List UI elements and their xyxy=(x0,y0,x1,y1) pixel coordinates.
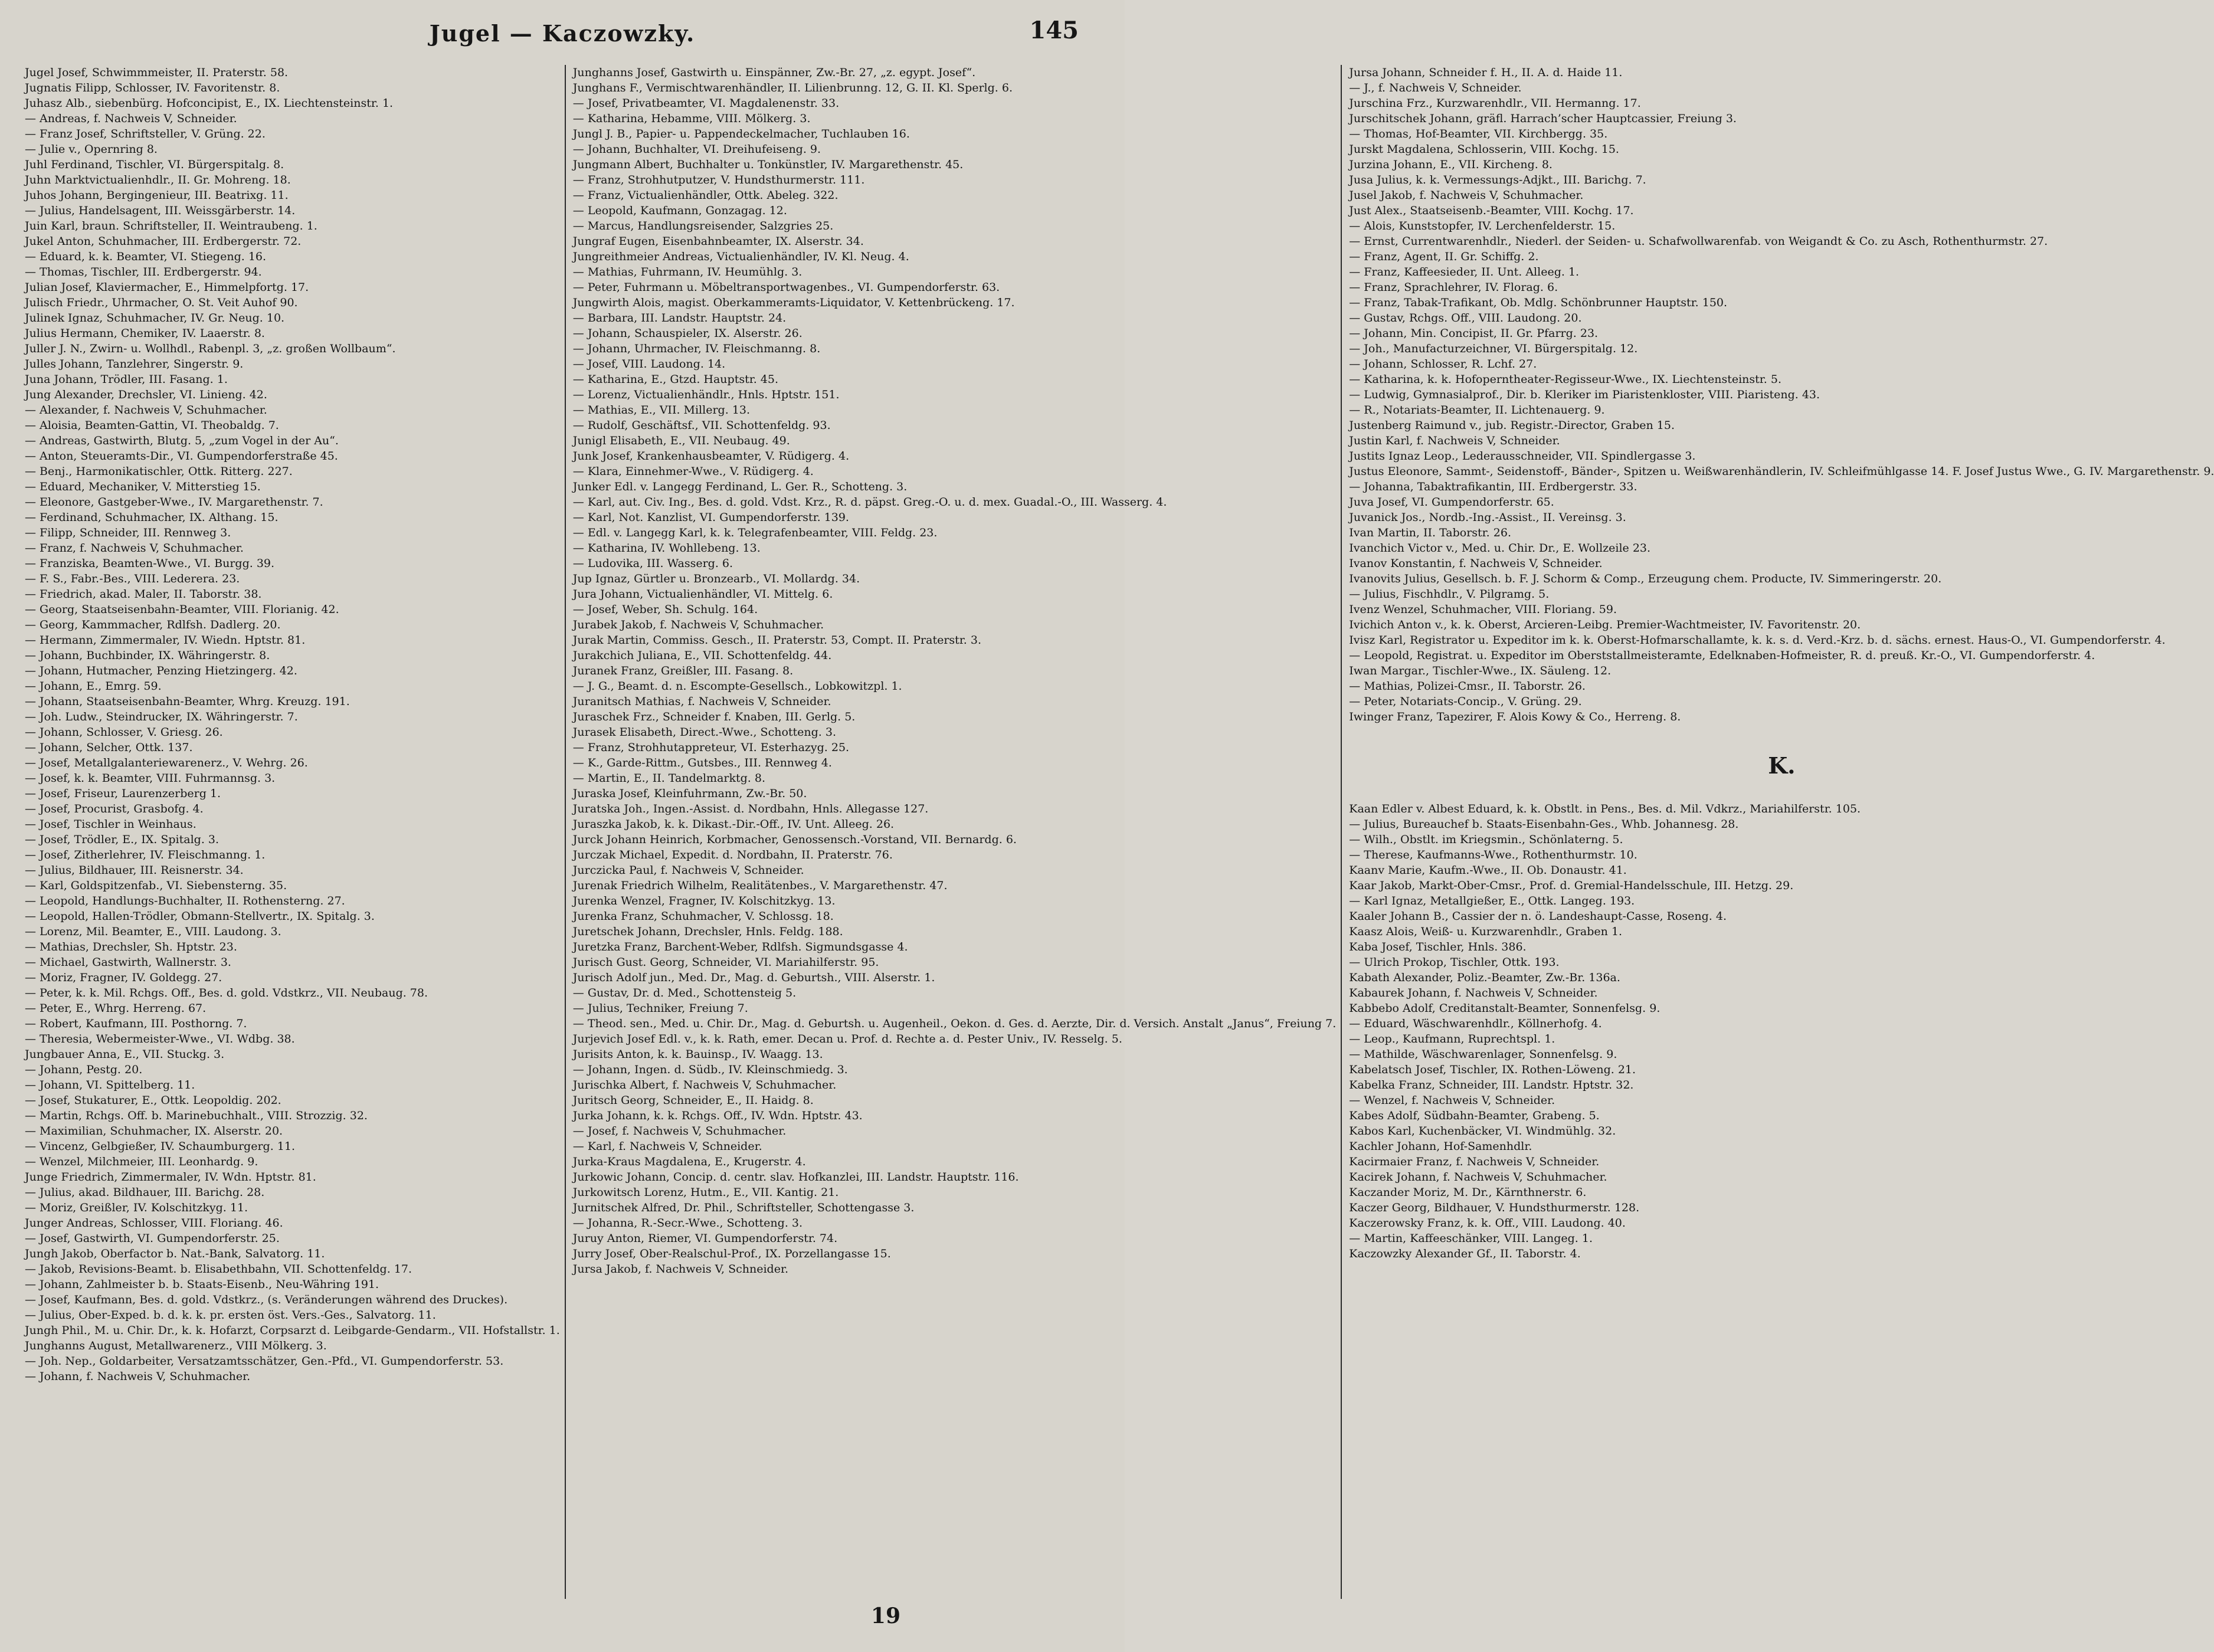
directory-entry: — Leop., Kaufmann, Ruprechtspl. 1. xyxy=(1349,1032,1555,1045)
directory-entry: — Mathias, Drechsler, Sh. Hptstr. 23. xyxy=(25,940,237,953)
directory-entry: — Julius, Ober-Exped. b. d. k. k. pr. ersten öst. Vers.-Ges., Salvatorg. 11. xyxy=(25,1309,436,1322)
directory-entry: Kaczowzky Alexander Gf., II. Taborstr. 4. xyxy=(1349,1247,1581,1260)
directory-entry: — Karl, f. Nachweis V, Schneider. xyxy=(572,1140,762,1153)
directory-entry: Kabes Adolf, Südbahn-Beamter, Grabeng. 5. xyxy=(1349,1109,1600,1122)
directory-entry: Juhos Johann, Bergingenieur, III. Beatrixg. 11. xyxy=(25,189,289,202)
directory-entry: — Johann, Zahlmeister b. b. Staats-Eisenb., Neu-Währing 191. xyxy=(25,1278,379,1291)
directory-entry: Juvanick Jos., Nordb.-Ing.-Assist., II. Vereinsg. 3. xyxy=(1349,511,1626,524)
directory-entry: Jurjevich Josef Edl. v., k. k. Rath, emer. Decan u. Prof. d. Rechte a. d. Pester Univ., IV. Resselg. 5. xyxy=(572,1032,1122,1045)
directory-entry: — Josef, Tischler in Weinhaus. xyxy=(25,818,196,831)
directory-entry: Jup Ignaz, Gürtler u. Bronzearb., VI. Mollardg. 34. xyxy=(572,572,860,585)
directory-entry: — Andreas, Gastwirth, Blutg. 5, „zum Vogel in der Au“. xyxy=(25,434,339,447)
directory-entry: — Josef, Stukaturer, E., Ottk. Leopoldig. 202. xyxy=(25,1094,281,1107)
column-left xyxy=(25,65,566,1599)
directory-entry: — Franz, Strohhutappreteur, VI. Esterhazyg. 25. xyxy=(572,741,850,754)
directory-entry: Junge Friedrich, Zimmermaler, IV. Wdn. Hptstr. 81. xyxy=(25,1171,316,1184)
directory-entry: Jursa Jakob, f. Nachweis V, Schneider. xyxy=(572,1263,788,1276)
column-right-entries-k xyxy=(1349,801,2214,1261)
directory-entry: Ivanov Konstantin, f. Nachweis V, Schneider. xyxy=(1349,557,1603,570)
directory-entry: — Leopold, Kaufmann, Gonzagag. 12. xyxy=(572,204,787,217)
directory-entry: Jurschitschek Johann, gräfl. Harrach’scher Hauptcassier, Freiung 3. xyxy=(1349,112,1737,125)
directory-entry: Justus Eleonore, Sammt-, Seidenstoff-, Bänder-, Spitzen u. Weißwarenhändlerin, IV. Schleifmühlgasse 14. F. Josef Justus Wwe., G. IV. Margarethenstr. 9. xyxy=(1349,465,2214,478)
directory-entry: Jura Johann, Victualienhändler, VI. Mittelg. 6. xyxy=(572,588,833,601)
directory-entry: — Johann, Schlosser, R. Lchf. 27. xyxy=(1349,358,1537,371)
directory-entry: Jungh Jakob, Oberfactor b. Nat.-Bank, Salvatorg. 11. xyxy=(25,1247,325,1260)
directory-entry: Juhl Ferdinand, Tischler, VI. Bürgerspitalg. 8. xyxy=(25,158,284,171)
directory-entry: — Katharina, k. k. Hofoperntheater-Regisseur-Wwe., IX. Liechtensteinstr. 5. xyxy=(1349,373,1782,386)
directory-entry: Ivan Martin, II. Taborstr. 26. xyxy=(1349,526,1511,539)
directory-entry: — Peter, k. k. Mil. Rchgs. Off., Bes. d. gold. Vdstkrz., VII. Neubaug. 78. xyxy=(25,986,428,999)
directory-entry: — Joh., Manufacturzeichner, VI. Bürgerspitalg. 12. xyxy=(1349,342,1638,355)
directory-entry: — Katharina, IV. Wohllebeng. 13. xyxy=(572,542,761,555)
directory-entry: — Julius, Fischhdlr., V. Pilgramg. 5. xyxy=(1349,588,1550,601)
directory-entry: — Andreas, f. Nachweis V, Schneider. xyxy=(25,112,237,125)
directory-entry: — Johann, Min. Concipist, II. Gr. Pfarrg. 23. xyxy=(1349,327,1599,340)
directory-entry: Jurakchich Juliana, E., VII. Schottenfeldg. 44. xyxy=(572,649,832,662)
directory-entry: Junigl Elisabeth, E., VII. Neubaug. 49. xyxy=(572,434,790,447)
directory-entry: — Ludovika, III. Wasserg. 6. xyxy=(572,557,733,570)
directory-entry: — Josef, Friseur, Laurenzerberg 1. xyxy=(25,787,221,800)
page-header xyxy=(0,11,1125,64)
directory-entry: Jurczicka Paul, f. Nachweis V, Schneider. xyxy=(572,864,804,877)
directory-entry: Juranitsch Mathias, f. Nachweis V, Schneider. xyxy=(572,695,831,708)
directory-entry: Ivichich Anton v., k. k. Oberst, Arcieren-Leibg. Premier-Wachtmeister, IV. Favoritenstr. 20. xyxy=(1349,618,1861,631)
directory-entry: Jurisch Adolf jun., Med. Dr., Mag. d. Geburtsh., VIII. Alserstr. 1. xyxy=(572,971,935,984)
directory-entry: — Julie v., Opernring 8. xyxy=(25,143,158,156)
directory-entry: Jurasek Elisabeth, Direct.-Wwe., Schotteng. 3. xyxy=(572,726,837,739)
directory-entry: Julisch Friedr., Uhrmacher, O. St. Veit Auhof 90. xyxy=(25,296,298,309)
directory-entry: — Eleonore, Gastgeber-Wwe., IV. Margarethenstr. 7. xyxy=(25,496,323,509)
directory-entry: — Therese, Kaufmanns-Wwe., Rothenthurmstr. 10. xyxy=(1349,848,1637,861)
directory-entry: — Franz, Agent, II. Gr. Schiffg. 2. xyxy=(1349,250,1539,263)
directory-entry: — Joh. Ludw., Steindrucker, IX. Währingerstr. 7. xyxy=(25,710,298,723)
directory-entry: Junghans F., Vermischtwarenhändler, II. Lilienbrunng. 12, G. II. Kl. Sperlg. 6. xyxy=(572,81,1013,94)
directory-entry: — Eduard, Mechaniker, V. Mitterstieg 15. xyxy=(25,480,261,493)
directory-entry: Jungraf Eugen, Eisenbahnbeamter, IX. Alserstr. 34. xyxy=(572,235,864,248)
directory-entry: Kabos Karl, Kuchenbäcker, VI. Windmühlg. 32. xyxy=(1349,1125,1616,1138)
directory-entry: Jurkowitsch Lorenz, Hutm., E., VII. Kantig. 21. xyxy=(572,1186,839,1199)
directory-entry: Kabbebo Adolf, Creditanstalt-Beamter, Sonnenfelsg. 9. xyxy=(1349,1002,1660,1015)
directory-entry: — Josef, Kaufmann, Bes. d. gold. Vdstkrz., (s. Veränderungen während des Druckes). xyxy=(25,1293,508,1306)
directory-entry: — Johanna, R.-Secr.-Wwe., Schotteng. 3. xyxy=(572,1217,803,1230)
directory-entry: Iwinger Franz, Tapezirer, F. Alois Kowy & Co., Herreng. 8. xyxy=(1349,710,1681,723)
directory-entry: — Alexander, f. Nachweis V, Schuhmacher. xyxy=(25,404,267,417)
directory-entry: — Franz Josef, Schriftsteller, V. Grüng. 22. xyxy=(25,127,266,140)
directory-entry: — Johann, E., Emrg. 59. xyxy=(25,680,162,693)
directory-entry: Jurka Johann, k. k. Rchgs. Off., IV. Wdn. Hptstr. 43. xyxy=(572,1109,863,1122)
directory-entry: — Julius, Techniker, Freiung 7. xyxy=(572,1002,748,1015)
directory-entry: Jukel Anton, Schuhmacher, III. Erdbergerstr. 72. xyxy=(25,235,302,248)
directory-entry: Jugnatis Filipp, Schlosser, IV. Favoritenstr. 8. xyxy=(25,81,280,94)
directory-entry: — Josef, Metallgalanteriewarenerz., V. Wehrg. 26. xyxy=(25,756,308,769)
directory-entry: Jursa Johann, Schneider f. H., II. A. d. Haide 11. xyxy=(1349,66,1623,79)
column-right xyxy=(1349,65,2214,1599)
directory-entry: Kaczerowsky Franz, k. k. Off., VIII. Laudong. 40. xyxy=(1349,1217,1626,1230)
directory-entry: — Josef, VIII. Laudong. 14. xyxy=(572,358,726,371)
directory-entry: Julian Josef, Klaviermacher, E., Himmelpfortg. 17. xyxy=(25,281,309,294)
directory-entry: — Thomas, Tischler, III. Erdbergerstr. 94. xyxy=(25,266,262,278)
directory-entry: — Josef, Procurist, Grasbofg. 4. xyxy=(25,802,204,815)
directory-entry: — Johann, Ingen. d. Südb., IV. Kleinschmiedg. 3. xyxy=(572,1063,848,1076)
directory-entry: — Georg, Kammmacher, Rdlfsh. Dadlerg. 20. xyxy=(25,618,281,631)
directory-entry: — Franz, Sprachlehrer, IV. Florag. 6. xyxy=(1349,281,1558,294)
directory-entry: — Benj., Harmonikatischler, Ottk. Ritterg. 227. xyxy=(25,465,293,478)
directory-entry: Kachler Johann, Hof-Samenhdlr. xyxy=(1349,1140,1532,1153)
directory-entry: — J. G., Beamt. d. n. Escompte-Gesellsch., Lobkowitzpl. 1. xyxy=(572,680,902,693)
directory-entry: Jungwirth Alois, magist. Oberkammeramts-Liquidator, V. Kettenbrückeng. 17. xyxy=(572,296,1015,309)
directory-entry: — Josef, Privatbeamter, VI. Magdalenenstr. 33. xyxy=(572,97,840,110)
directory-entry: — Martin, Rchgs. Off. b. Marinebuchhalt., VIII. Strozzig. 32. xyxy=(25,1109,368,1122)
directory-entry: — Theod. sen., Med. u. Chir. Dr., Mag. d. Geburtsh. u. Augenheil., Oekon. d. Ges. d. Aerzte, Dir. d. Versich. Anstalt „Janus“, Freiung 7. xyxy=(572,1017,1337,1030)
directory-entry: — Friedrich, akad. Maler, II. Taborstr. 38. xyxy=(25,588,262,601)
directory-entry: Junker Edl. v. Langegg Ferdinand, L. Ger. R., Schotteng. 3. xyxy=(572,480,908,493)
directory-entry: Jurabek Jakob, f. Nachweis V, Schuhmacher. xyxy=(572,618,824,631)
directory-entry: — Filipp, Schneider, III. Rennweg 3. xyxy=(25,526,231,539)
directory-entry: — Anton, Steueramts-Dir., VI. Gumpendorferstraße 45. xyxy=(25,450,338,463)
directory-entry: — Franz, f. Nachweis V, Schuhmacher. xyxy=(25,542,244,555)
directory-entry: — Mathias, E., VII. Millerg. 13. xyxy=(572,404,750,417)
directory-entry: Jurischka Albert, f. Nachweis V, Schuhmacher. xyxy=(572,1079,837,1092)
directory-entry: Juin Karl, braun. Schriftsteller, II. Weintraubeng. 1. xyxy=(25,219,317,232)
directory-entry: Junk Josef, Krankenhausbeamter, V. Rüdigerg. 4. xyxy=(572,450,850,463)
directory-entry: Jungmann Albert, Buchhalter u. Tonkünstler, IV. Margarethenstr. 45. xyxy=(572,158,964,171)
directory-entry: — Johann, Staatseisenbahn-Beamter, Whrg. Kreuzg. 191. xyxy=(25,695,350,708)
directory-entry: — Mathilde, Wäschwarenlager, Sonnenfelsg. 9. xyxy=(1349,1048,1617,1061)
directory-entry: — Peter, Fuhrmann u. Möbeltransportwagenbes., VI. Gumpendorferstr. 63. xyxy=(572,281,1000,294)
directory-entry: — Wenzel, f. Nachweis V, Schneider. xyxy=(1349,1094,1555,1107)
directory-entry: — Michael, Gastwirth, Wallnerstr. 3. xyxy=(25,956,231,969)
directory-entry: — Mathias, Polizei-Cmsr., II. Taborstr. 26. xyxy=(1349,680,1586,693)
directory-entry: Jungl J. B., Papier- u. Pappendeckelmacher, Tuchlauben 16. xyxy=(572,127,910,140)
directory-entry: Jurka-Kraus Magdalena, E., Krugerstr. 4. xyxy=(572,1155,806,1168)
directory-entry: — Aloisia, Beamten-Gattin, VI. Theobaldg. 7. xyxy=(25,419,279,432)
directory-entry: — Edl. v. Langegg Karl, k. k. Telegrafenbeamter, VIII. Feldg. 23. xyxy=(572,526,938,539)
directory-entry: Juraszka Jakob, k. k. Dikast.-Dir.-Off., IV. Unt. Alleeg. 26. xyxy=(572,818,895,831)
directory-entry: Kaczander Moriz, M. Dr., Kärnthnerstr. 6. xyxy=(1349,1186,1587,1199)
directory-entry: — Franz, Tabak-Trafikant, Ob. Mdlg. Schönbrunner Hauptstr. 150. xyxy=(1349,296,1728,309)
directory-entry: — Theresia, Webermeister-Wwe., VI. Wdbg. 38. xyxy=(25,1032,295,1045)
directory-entry: — Johann, Buchhalter, VI. Dreihufeiseng. 9. xyxy=(572,143,821,156)
directory-entry: Junger Andreas, Schlosser, VIII. Floriang. 46. xyxy=(25,1217,283,1230)
directory-entry: Jurzina Johann, E., VII. Kircheng. 8. xyxy=(1349,158,1553,171)
directory-entry: Kabath Alexander, Poliz.-Beamter, Zw.-Br. 136a. xyxy=(1349,971,1620,984)
directory-entry: Ivanovits Julius, Gesellsch. b. F. J. Schorm & Comp., Erzeugung chem. Producte, IV. Simmeringerstr. 20. xyxy=(1349,572,1942,585)
directory-entry: Juller J. N., Zwirn- u. Wollhdl., Rabenpl. 3, „z. großen Wollbaum“. xyxy=(25,342,396,355)
directory-entry: — Johanna, Tabaktrafikantin, III. Erdbergerstr. 33. xyxy=(1349,480,1637,493)
directory-entry: Kaar Jakob, Markt-Ober-Cmsr., Prof. d. Gremial-Handelsschule, III. Hetzg. 29. xyxy=(1349,879,1794,892)
directory-entry: — Franz, Strohhutputzer, V. Hundsthurmerstr. 111. xyxy=(572,173,865,186)
directory-entry: — Mathias, Fuhrmann, IV. Heumühlg. 3. xyxy=(572,266,803,278)
directory-entry: — R., Notariats-Beamter, II. Lichtenauerg. 9. xyxy=(1349,404,1605,417)
directory-entry: Justin Karl, f. Nachweis V, Schneider. xyxy=(1349,434,1560,447)
directory-entry: — Wilh., Obstlt. im Kriegsmin., Schönlaterng. 5. xyxy=(1349,833,1623,846)
directory-entry: — Moriz, Greißler, IV. Kolschitzkyg. 11. xyxy=(25,1201,248,1214)
directory-entry: Kaanv Marie, Kaufm.-Wwe., II. Ob. Donaustr. 41. xyxy=(1349,864,1627,877)
directory-entry: Jurschina Frz., Kurzwarenhdlr., VII. Hermanng. 17. xyxy=(1349,97,1641,110)
directory-entry: Jurnitschek Alfred, Dr. Phil., Schriftsteller, Schottengasse 3. xyxy=(572,1201,915,1214)
directory-entry: — Johann, Pestg. 20. xyxy=(25,1063,143,1076)
directory-entry: — Thomas, Hof-Beamter, VII. Kirchbergg. 35. xyxy=(1349,127,1608,140)
directory-entry: Juna Johann, Trödler, III. Fasang. 1. xyxy=(25,373,228,386)
directory-entry: Justits Ignaz Leop., Lederausschneider, VII. Spindlergasse 3. xyxy=(1349,450,1696,463)
directory-entry: Ivenz Wenzel, Schuhmacher, VIII. Floriang. 59. xyxy=(1349,603,1617,616)
directory-entry: — J., f. Nachweis V, Schneider. xyxy=(1349,81,1522,94)
directory-entry: — Jakob, Revisions-Beamt. b. Elisabethbahn, VII. Schottenfeldg. 17. xyxy=(25,1263,412,1276)
directory-entry: — Moriz, Fragner, IV. Goldegg. 27. xyxy=(25,971,222,984)
directory-entry: Jurisits Anton, k. k. Bauinsp., IV. Waagg. 13. xyxy=(572,1048,823,1061)
directory-entry: — Ferdinand, Schuhmacher, IX. Althang. 15. xyxy=(25,511,279,524)
directory-entry: — Robert, Kaufmann, III. Posthorng. 7. xyxy=(25,1017,247,1030)
directory-entry: Ivanchich Victor v., Med. u. Chir. Dr., E. Wollzeile 23. xyxy=(1349,542,1651,555)
directory-entry: — Josef, Zitherlehrer, IV. Fleischmanng. 1. xyxy=(25,848,266,861)
directory-entry: — Josef, f. Nachweis V, Schuhmacher. xyxy=(572,1125,787,1138)
directory-entry: — Klara, Einnehmer-Wwe., V. Rüdigerg. 4. xyxy=(572,465,814,478)
directory-entry: Kabaurek Johann, f. Nachweis V, Schneider. xyxy=(1349,986,1598,999)
directory-entry: — Lorenz, Mil. Beamter, E., VIII. Laudong. 3. xyxy=(25,925,281,938)
directory-entry: Jurenka Wenzel, Fragner, IV. Kolschitzkyg. 13. xyxy=(572,894,836,907)
directory-entry: Jurenak Friedrich Wilhelm, Realitätenbes., V. Margarethenstr. 47. xyxy=(572,879,948,892)
directory-entry: Jurczak Michael, Expedit. d. Nordbahn, II. Praterstr. 76. xyxy=(572,848,893,861)
directory-entry: — Peter, E., Whrg. Herreng. 67. xyxy=(25,1002,207,1015)
directory-entry: Kaan Edler v. Albest Eduard, k. k. Obstlt. in Pens., Bes. d. Mil. Vdkrz., Mariahilferstr. 105. xyxy=(1349,802,1861,815)
directory-entry: Juruy Anton, Riemer, VI. Gumpendorferstr. 74. xyxy=(572,1232,838,1245)
directory-entry: — Ludwig, Gymnasialprof., Dir. b. Kleriker im Piaristenkloster, VIII. Piaristeng. 43. xyxy=(1349,388,1820,401)
directory-entry: — Julius, Handelsagent, III. Weissgärberstr. 14. xyxy=(25,204,296,217)
directory-entry: Juhasz Alb., siebenbürg. Hofconcipist, E., IX. Liechtensteinstr. 1. xyxy=(25,97,394,110)
page-number: 145 xyxy=(1029,17,1079,44)
directory-entry: — Ulrich Prokop, Tischler, Ottk. 193. xyxy=(1349,956,1560,969)
directory-entry: — Johann, f. Nachweis V, Schuhmacher. xyxy=(25,1370,251,1383)
directory-entry: — Johann, VI. Spittelberg. 11. xyxy=(25,1079,195,1092)
directory-entry: Julles Johann, Tanzlehrer, Singerstr. 9. xyxy=(25,358,244,371)
signature-number: 19 xyxy=(870,1604,900,1628)
directory-entry: Jurisch Gust. Georg, Schneider, VI. Mariahilferstr. 95. xyxy=(572,956,879,969)
directory-entry: Jurck Johann Heinrich, Korbmacher, Genossensch.-Vorstand, VII. Bernardg. 6. xyxy=(572,833,1017,846)
directory-entry: Juhn Marktvictualienhdlr., II. Gr. Mohreng. 18. xyxy=(25,173,291,186)
directory-entry: — F. S., Fabr.-Bes., VIII. Lederera. 23. xyxy=(25,572,240,585)
directory-entry: — Johann, Schauspieler, IX. Alserstr. 26. xyxy=(572,327,803,340)
directory-entry: Jurenka Franz, Schuhmacher, V. Schlossg. 18. xyxy=(572,910,834,923)
directory-entry: — Josef, k. k. Beamter, VIII. Fuhrmannsg. 3. xyxy=(25,772,276,785)
directory-entry: — Martin, E., II. Tandelmarktg. 8. xyxy=(572,772,765,785)
directory-entry: — Leopold, Registrat. u. Expeditor im Oberststallmeisteramte, Edelknaben-Hofmeister, R. d. preuß. Kr.-O., VI. Gumpendorferstr. 4. xyxy=(1349,649,2095,662)
directory-entry: — Karl, Goldspitzenfab., VI. Siebensterng. 35. xyxy=(25,879,287,892)
directory-entry: — Julius, Bildhauer, III. Reisnerstr. 34. xyxy=(25,864,244,877)
directory-entry: — Katharina, Hebamme, VIII. Mölkerg. 3. xyxy=(572,112,811,125)
directory-entry: Jungh Phil., M. u. Chir. Dr., k. k. Hofarzt, Corpsarzt d. Leibgarde-Gendarm., VII. Hofstallstr. 1. xyxy=(25,1324,560,1337)
directory-entry: — Barbara, III. Landstr. Hauptstr. 24. xyxy=(572,312,787,324)
column-right-entries xyxy=(1349,65,2214,725)
directory-entry: — Leopold, Hallen-Trödler, Obmann-Stellvertr., IX. Spitalg. 3. xyxy=(25,910,375,923)
directory-entry: — Franz, Victualienhändler, Ottk. Abeleg. 322. xyxy=(572,189,839,202)
directory-entry: — Joh. Nep., Goldarbeiter, Versatzamtsschätzer, Gen.-Pfd., VI. Gumpendorferstr. 53. xyxy=(25,1355,504,1368)
directory-entry: Kaba Josef, Tischler, Hnls. 386. xyxy=(1349,940,1527,953)
directory-entry: — Karl, Not. Kanzlist, VI. Gumpendorferstr. 139. xyxy=(572,511,849,524)
directory-entry: — Rudolf, Geschäftsf., VII. Schottenfeldg. 93. xyxy=(572,419,831,432)
directory-entry: — Julius, Bureauchef b. Staats-Eisenbahn-Ges., Whb. Johannesg. 28. xyxy=(1349,818,1739,831)
directory-entry: Jurkowic Johann, Concip. d. centr. slav. Hofkanzlei, III. Landstr. Hauptstr. 116. xyxy=(572,1171,1019,1184)
directory-entry: — Wenzel, Milchmeier, III. Leonhardg. 9. xyxy=(25,1155,258,1168)
directory-entry: — Hermann, Zimmermaler, IV. Wiedn. Hptstr. 81. xyxy=(25,634,306,647)
directory-entry: — Josef, Trödler, E., IX. Spitalg. 3. xyxy=(25,833,220,846)
directory-entry: Jurry Josef, Ober-Realschul-Prof., IX. Porzellangasse 15. xyxy=(572,1247,891,1260)
directory-entry: — Peter, Notariats-Concip., V. Grüng. 29. xyxy=(1349,695,1582,708)
directory-entry: Jusa Julius, k. k. Vermessungs-Adjkt., III. Barichg. 7. xyxy=(1349,173,1646,186)
directory-entry: Justenberg Raimund v., jub. Registr.-Director, Graben 15. xyxy=(1349,419,1675,432)
directory-entry: Juratska Joh., Ingen.-Assist. d. Nordbahn, Hnls. Allegasse 127. xyxy=(572,802,929,815)
directory-entry: — Karl, aut. Civ. Ing., Bes. d. gold. Vdst. Krz., R. d. päpst. Greg.-O. u. d. mex. Guadal.-O., III. Wasserg. 4. xyxy=(572,496,1167,509)
directory-entry: — Katharina, E., Gtzd. Hauptstr. 45. xyxy=(572,373,779,386)
directory-entry: Jung Alexander, Drechsler, VI. Linieng. 42. xyxy=(25,388,267,401)
directory-entry: Kacirek Johann, f. Nachweis V, Schuhmacher. xyxy=(1349,1171,1607,1184)
directory-entry: — Karl Ignaz, Metallgießer, E., Ottk. Langeg. 193. xyxy=(1349,894,1635,907)
directory-entry: Jungbauer Anna, E., VII. Stuckg. 3. xyxy=(25,1048,225,1061)
directory-entry: Jusel Jakob, f. Nachweis V, Schuhmacher. xyxy=(1349,189,1584,202)
directory-entry: Jungreithmeier Andreas, Victualienhändler, IV. Kl. Neug. 4. xyxy=(572,250,909,263)
directory-entry: — Johann, Schlosser, V. Griesg. 26. xyxy=(25,726,223,739)
directory-entry: Juretzka Franz, Barchent-Weber, Rdlfsh. Sigmundsgasse 4. xyxy=(572,940,908,953)
running-head: Jugel — Kaczowzky. xyxy=(429,20,696,47)
directory-entry: — Maximilian, Schuhmacher, IX. Alserstr. 20. xyxy=(25,1125,283,1138)
directory-entry: Juva Josef, VI. Gumpendorferstr. 65. xyxy=(1349,496,1554,509)
directory-entry: — Vincenz, Gelbgießer, IV. Schaumburgerg. 11. xyxy=(25,1140,295,1153)
column-middle xyxy=(573,65,1342,1599)
directory-entry: — Georg, Staatseisenbahn-Beamter, VIII. Florianig. 42. xyxy=(25,603,339,616)
directory-entry: — Julius, akad. Bildhauer, III. Barichg. 28. xyxy=(25,1186,265,1199)
directory-entry: Julinek Ignaz, Schuhmacher, IV. Gr. Neug. 10. xyxy=(25,312,285,324)
directory-entry: Iwan Margar., Tischler-Wwe., IX. Säuleng. 12. xyxy=(1349,664,1612,677)
directory-entry: Kabelatsch Josef, Tischler, IX. Rothen-Löweng. 21. xyxy=(1349,1063,1636,1076)
directory-entry: Kaczer Georg, Bildhauer, V. Hundsthurmerstr. 128. xyxy=(1349,1201,1640,1214)
directory-entry: Jugel Josef, Schwimmmeister, II. Praterstr. 58. xyxy=(25,66,289,79)
directory-entry: — Ernst, Currentwarenhdlr., Niederl. der Seiden- u. Schafwollwarenfab. von Weigandt & Co. zu Asch, Rothenthurmstr. 27. xyxy=(1349,235,2048,248)
directory-entry: — Josef, Gastwirth, VI. Gumpendorferstr. 25. xyxy=(25,1232,280,1245)
directory-entry: Juritsch Georg, Schneider, E., II. Haidg. 8. xyxy=(572,1094,814,1107)
directory-entry: — Eduard, k. k. Beamter, VI. Stiegeng. 16. xyxy=(25,250,267,263)
directory-entry: Juranek Franz, Greißler, III. Fasang. 8. xyxy=(572,664,794,677)
directory-entry: — Martin, Kaffeeschänker, VIII. Langeg. 1. xyxy=(1349,1232,1593,1245)
directory-entry: Juretschek Johann, Drechsler, Hnls. Feldg. 188. xyxy=(572,925,843,938)
directory-entry: Junghanns Josef, Gastwirth u. Einspänner, Zw.-Br. 27, „z. egypt. Josef“. xyxy=(572,66,976,79)
columns xyxy=(25,65,2214,1599)
directory-entry: Jurak Martin, Commiss. Gesch., II. Praterstr. 53, Compt. II. Praterstr. 3. xyxy=(572,634,982,647)
directory-entry: — Johann, Uhrmacher, IV. Fleischmanng. 8. xyxy=(572,342,821,355)
directory-entry: — Eduard, Wäschwarenhdlr., Köllnerhofg. 4. xyxy=(1349,1017,1602,1030)
directory-entry: Kabelka Franz, Schneider, III. Landstr. Hptstr. 32. xyxy=(1349,1079,1634,1092)
directory-entry: Julius Hermann, Chemiker, IV. Laaerstr. 8. xyxy=(25,327,265,340)
directory-entry: — Gustav, Rchgs. Off., VIII. Laudong. 20. xyxy=(1349,312,1582,324)
directory-entry: — Josef, Weber, Sh. Schulg. 164. xyxy=(572,603,758,616)
directory-entry: Juraschek Frz., Schneider f. Knaben, III. Gerlg. 5. xyxy=(572,710,856,723)
directory-entry: — Marcus, Handlungsreisender, Salzgries 25. xyxy=(572,219,834,232)
section-letter: K. xyxy=(1768,752,1796,779)
directory-entry: Kaaler Johann B., Cassier der n. ö. Landeshaupt-Casse, Roseng. 4. xyxy=(1349,910,1727,923)
directory-entry: Kaasz Alois, Weiß- u. Kurzwarenhdlr., Graben 1. xyxy=(1349,925,1623,938)
directory-entry: Jurskt Magdalena, Schlosserin, VIII. Kochg. 15. xyxy=(1349,143,1619,156)
directory-entry: Just Alex., Staatseisenb.-Beamter, VIII. Kochg. 17. xyxy=(1349,204,1634,217)
directory-entry: — Johann, Hutmacher, Penzing Hietzingerg. 42. xyxy=(25,664,297,677)
directory-entry: — Gustav, Dr. d. Med., Schottensteig 5. xyxy=(572,986,797,999)
directory-entry: Kacirmaier Franz, f. Nachweis V, Schneider. xyxy=(1349,1155,1600,1168)
directory-entry: — Johann, Selcher, Ottk. 137. xyxy=(25,741,193,754)
directory-entry: — Lorenz, Victualienhändlr., Hnls. Hptstr. 151. xyxy=(572,388,840,401)
directory-entry: Junghanns August, Metallwarenerz., VIII Mölkerg. 3. xyxy=(25,1339,327,1352)
directory-entry: Juraska Josef, Kleinfuhrmann, Zw.-Br. 50. xyxy=(572,787,807,800)
directory-entry: Ivisz Karl, Registrator u. Expeditor im k. k. Oberst-Hofmarschallamte, k. k. s. d. Verd.-Krz. b. d. sächs. ernest. Haus-O., VI. Gumpendorferstr. 4. xyxy=(1349,634,2166,647)
directory-entry: — Leopold, Handlungs-Buchhalter, II. Rothensterng. 27. xyxy=(25,894,345,907)
directory-entry: — K., Garde-Rittm., Gutsbes., III. Rennweg 4. xyxy=(572,756,832,769)
directory-entry: — Johann, Buchbinder, IX. Währingerstr. 8. xyxy=(25,649,270,662)
directory-entry: — Franziska, Beamten-Wwe., VI. Burgg. 39. xyxy=(25,557,275,570)
directory-entry: — Alois, Kunststopfer, IV. Lerchenfelderstr. 15. xyxy=(1349,219,1616,232)
directory-entry: — Franz, Kaffeesieder, II. Unt. Alleeg. 1. xyxy=(1349,266,1580,278)
